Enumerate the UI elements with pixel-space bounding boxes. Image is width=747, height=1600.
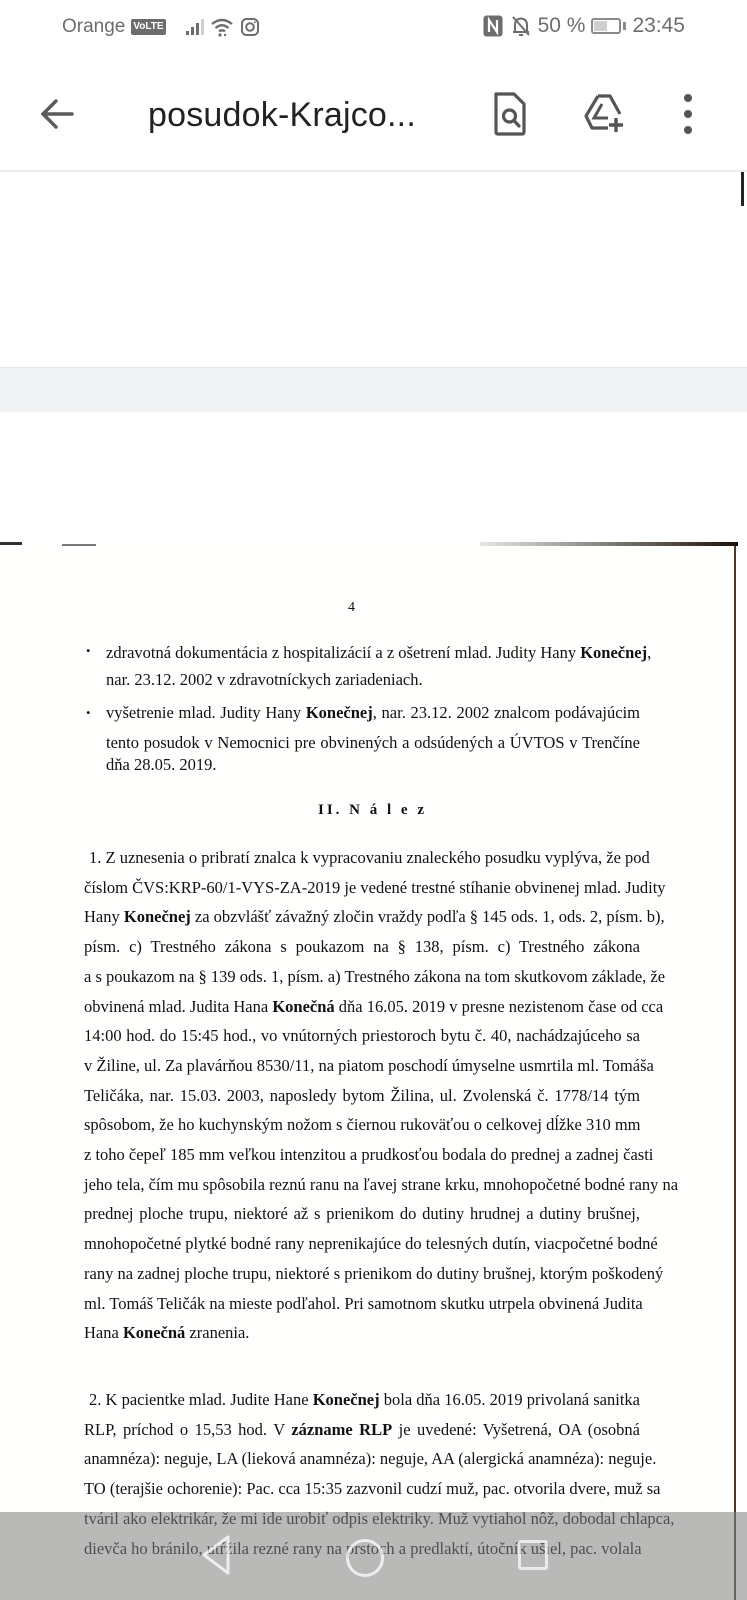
signal-icon: [186, 19, 204, 35]
page-number: 4: [348, 600, 355, 615]
battery-saver-icon: [591, 18, 626, 34]
nfc-icon: [482, 14, 504, 38]
text-run: bola dňa 16.05. 2019 privolaná sanitka: [379, 1390, 640, 1409]
document-line: [106, 755, 216, 775]
document-line: [84, 1293, 643, 1314]
bold-name: Konečnej: [123, 907, 191, 927]
document-line: [89, 1390, 640, 1410]
bold-name: Konečnej: [580, 643, 648, 662]
text-run: z toho čepeľ 185 mm veľkou intenzitou a prudkosťou bodala do prednej a zadnej časti: [84, 1145, 654, 1164]
text-run: v Žiline, ul. Za plavárňou 8530/11, na piatom poschodí úmyselne usmrtila ml. Tomáša: [84, 1055, 654, 1075]
text-run: Hany: [84, 907, 124, 927]
text-run: anamnéza): neguje, LA (lieková anamnéza): neguje, AA (alergická anamnéza): neguje.: [84, 1449, 657, 1469]
text-run: 1. Z uznesenia o pribratí znalca k vypracovaniu znaleckého posudku vyplýva, že pod: [89, 848, 650, 867]
instagram-icon: [240, 17, 260, 37]
bullet-marker: .: [86, 698, 91, 718]
text-run: nar. 23.12. 2002 v zdravotníckych zariadeniach.: [106, 670, 423, 689]
document-line: [106, 670, 423, 690]
scan-border: [0, 542, 22, 545]
status-bar: [0, 0, 747, 58]
more-vertical-icon[interactable]: [668, 88, 716, 140]
document-line: [84, 1086, 640, 1106]
document-line: [84, 1174, 679, 1195]
text-run: RLP, príchod o 15,53 hod. V: [84, 1419, 292, 1439]
text-run: Hana: [84, 1323, 123, 1343]
text-run: 2. K pacientke mlad. Judite Hane: [89, 1390, 313, 1409]
carrier-name: Orange: [62, 16, 126, 37]
drive-add-icon[interactable]: [580, 88, 628, 140]
text-run: zdravotná dokumentácia z hospitalizácií a z ošetrení mlad. Judity Hany: [106, 643, 581, 662]
document-line: [84, 1115, 640, 1135]
text-run: TO (terajšie ochorenie): Pac. cca 15:35 zazvonil cudzí muž, pac. otvorila dvere, muž sa: [84, 1479, 661, 1499]
document-line: [84, 877, 666, 898]
text-run: jeho tela, čím mu spôsobila reznú ranu na ľavej strane krku, mnohopočetné bodné rany na: [84, 1174, 679, 1194]
battery-percent: 50 %: [537, 14, 586, 37]
text-run: , nar. 23.12. 2002 znalcom podávajúcim: [372, 703, 640, 722]
triangle-back-icon[interactable]: [198, 1533, 234, 1577]
document-title: posudok-Krajco...: [148, 96, 416, 134]
document-line: [84, 937, 640, 957]
wifi-icon: [210, 17, 234, 37]
scan-border: [62, 544, 96, 546]
text-run: dňa 28.05. 2019.: [106, 755, 217, 774]
text-run: mnohopočetné plytké bodné rany neprenikajúce do telesných dutín, viacpočetné bodné: [84, 1234, 658, 1254]
document-line: [84, 1479, 661, 1499]
text-run: dňa 16.05. 2019 v presne nezistenom čase od cca: [334, 996, 664, 1016]
text-run: zranenia.: [185, 1323, 250, 1343]
text-run: vyšetrenie mlad. Judity Hany: [106, 703, 306, 722]
app-bar: [0, 58, 747, 172]
document-search-icon[interactable]: [486, 88, 534, 140]
text-run: je uvedené: Vyšetrená, OA (osobná: [392, 1419, 640, 1439]
text-run: za obzvlášť závažný zločin vraždy podľa § 145 ods. 1, ods. 2, písm. b),: [190, 907, 665, 927]
text-run: Teličáka, nar. 15.03. 2003, naposledy bytom Žilina, ul. Zvolenská č. 1778/14 tým: [84, 1085, 640, 1105]
text-run: písm. c) Trestného zákona s poukazom na § 138, písm. c) Trestného zákona: [84, 937, 640, 957]
volte-badge: VoLTE: [131, 19, 165, 35]
text-run: a s poukazom na § 139 ods. 1, písm. a) Trestného zákona na tom skutkovom základe, že: [84, 966, 666, 986]
document-line: [84, 1323, 249, 1343]
document-line: [84, 1026, 640, 1046]
document-line: [84, 1420, 640, 1440]
text-run: 14:00 hod. do 15:45 hod., vo vnútorných priestoroch bytu č. 40, nachádzajúceho sa: [84, 1026, 640, 1046]
document-line: [84, 1145, 654, 1165]
text-run: ml. Tomáš Teličák na mieste podľahol. Pri samotnom skutku utrpela obvinená Judita: [84, 1293, 643, 1313]
scan-border: [734, 546, 736, 1600]
document-line: [84, 996, 664, 1017]
previous-page: [0, 172, 747, 367]
bold-name: Konečná: [122, 1323, 186, 1343]
bullet-marker: .: [86, 636, 91, 656]
document-line: [84, 1449, 657, 1469]
circle-home-icon[interactable]: [346, 1539, 384, 1577]
text-run: rany na zadnej ploche trupu, niektoré s prienikom do dutiny brušnej, ktorým poškodený: [84, 1263, 664, 1283]
bold-name: Konečnej: [312, 1390, 380, 1409]
text-run: ,: [647, 643, 652, 662]
status-left: [62, 16, 260, 38]
document-line: [84, 966, 666, 987]
clock: 23:45: [632, 14, 685, 37]
text-run: tento posudok v Nemocnici pre obvinených a odsúdených a ÚVTOS v Trenčíne: [106, 733, 640, 752]
document-line: [84, 907, 665, 927]
text-run: spôsobom, že ho kuchynským nožom s čiernou rukoväťou o celkovej dĺžke 310 mm: [84, 1115, 641, 1135]
document-line: [84, 1263, 664, 1284]
text-run: obvinená mlad. Judita Hana: [84, 996, 273, 1016]
bold-name: zázname RLP: [291, 1419, 393, 1439]
document-line: [84, 1055, 654, 1076]
status-right: [482, 14, 685, 38]
bold-name: Konečná: [272, 996, 335, 1016]
bold-name: Konečnej: [305, 703, 373, 722]
page-separator: [0, 367, 747, 413]
document-line: [84, 1234, 658, 1254]
scan-border: [480, 542, 738, 546]
arrow-left-icon[interactable]: [36, 92, 80, 136]
text-run: číslom ČVS:KRP-60/1-VYS-ZA-2019 je vedené trestné stíhanie obvinenej mlad. Judity: [84, 877, 666, 897]
document-line: [106, 703, 640, 723]
document-line: [106, 643, 652, 663]
document-line: [106, 733, 640, 753]
document-line: [89, 848, 650, 868]
section-heading: II. N á l e z: [318, 802, 427, 818]
bell-off-icon: [510, 14, 532, 38]
square-recents-icon[interactable]: [518, 1540, 548, 1570]
text-run: prednej ploche trupu, niektoré až s prienikom do dutiny hrudnej a dutiny brušnej,: [84, 1204, 640, 1224]
document-line: [84, 1204, 640, 1224]
scan-edge: [741, 172, 744, 206]
